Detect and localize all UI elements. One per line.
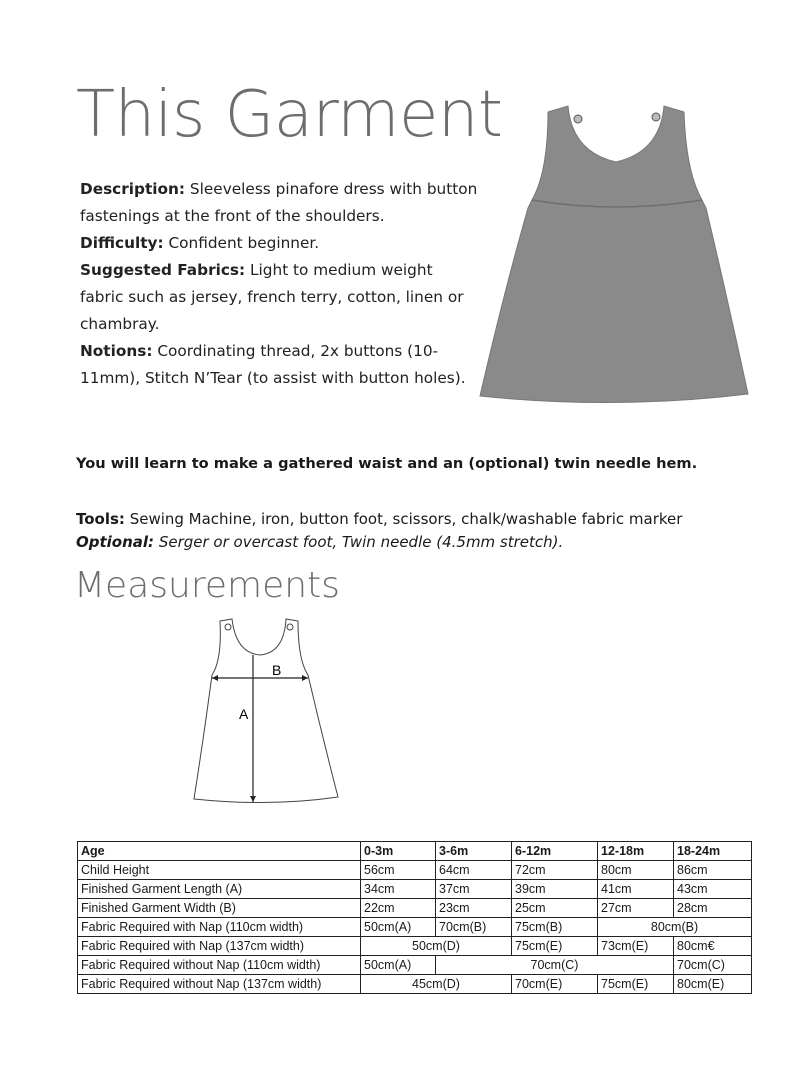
table-row: Fabric Required without Nap (137cm width) 45cm(D) 70cm(E) 75cm(E) 80cm(E) xyxy=(78,975,752,994)
difficulty: Difficulty: Confident beginner. xyxy=(80,234,320,252)
table-row: Fabric Required without Nap (110cm width) 50cm(A) 70cm(C) 70cm(C) xyxy=(78,956,752,975)
description: Description: Sleeveless pinafore dress with button fastenings at the front of the shoulders. xyxy=(80,180,478,225)
table-row: Fabric Required with Nap (137cm width) 50cm(D) 75cm(E) 73cm(E) 80cm€ xyxy=(78,937,752,956)
measurements-table xyxy=(77,841,752,994)
table-row: Child Height 56cm 64cm 72cm 80cm 86cm xyxy=(78,861,752,880)
table-row: Finished Garment Length (A) 34cm 37cm 39cm 41cm 43cm xyxy=(78,880,752,899)
table-row: Finished Garment Width (B) 22cm 23cm 25cm 27cm 28cm xyxy=(78,899,752,918)
tools: Tools: Sewing Machine, iron, button foot, scissors, chalk/washable fabric marker Optional: Serger or overcast foot, Twin needle (4.5mm stretch). xyxy=(76,510,683,551)
label-a: A xyxy=(239,706,249,722)
notions: Notions: Coordinating thread, 2x buttons (10-11mm), Stitch N’Tear (to assist with button holes). xyxy=(80,342,466,387)
measurement-diagram xyxy=(190,615,350,810)
button-icon xyxy=(574,115,582,123)
suggested-fabrics: Suggested Fabrics: Light to medium weight fabric such as jersey, french terry, cotton, linen or chambray. xyxy=(80,261,464,333)
table-header-row: Age 0-3m 3-6m 6-12m 12-18m 18-24m xyxy=(78,842,752,861)
dress-photo xyxy=(476,92,761,407)
button-icon xyxy=(652,113,660,121)
table-row: Fabric Required with Nap (110cm width) 50cm(A) 70cm(B) 75cm(B) 80cm(B) xyxy=(78,918,752,937)
label-b: B xyxy=(272,662,282,678)
learn-statement: You will learn to make a gathered waist and an (optional) twin needle hem. xyxy=(76,455,698,472)
measurements-heading: Measurements xyxy=(74,565,340,606)
page-title: This Garment xyxy=(76,78,503,152)
garment-details xyxy=(80,176,480,392)
